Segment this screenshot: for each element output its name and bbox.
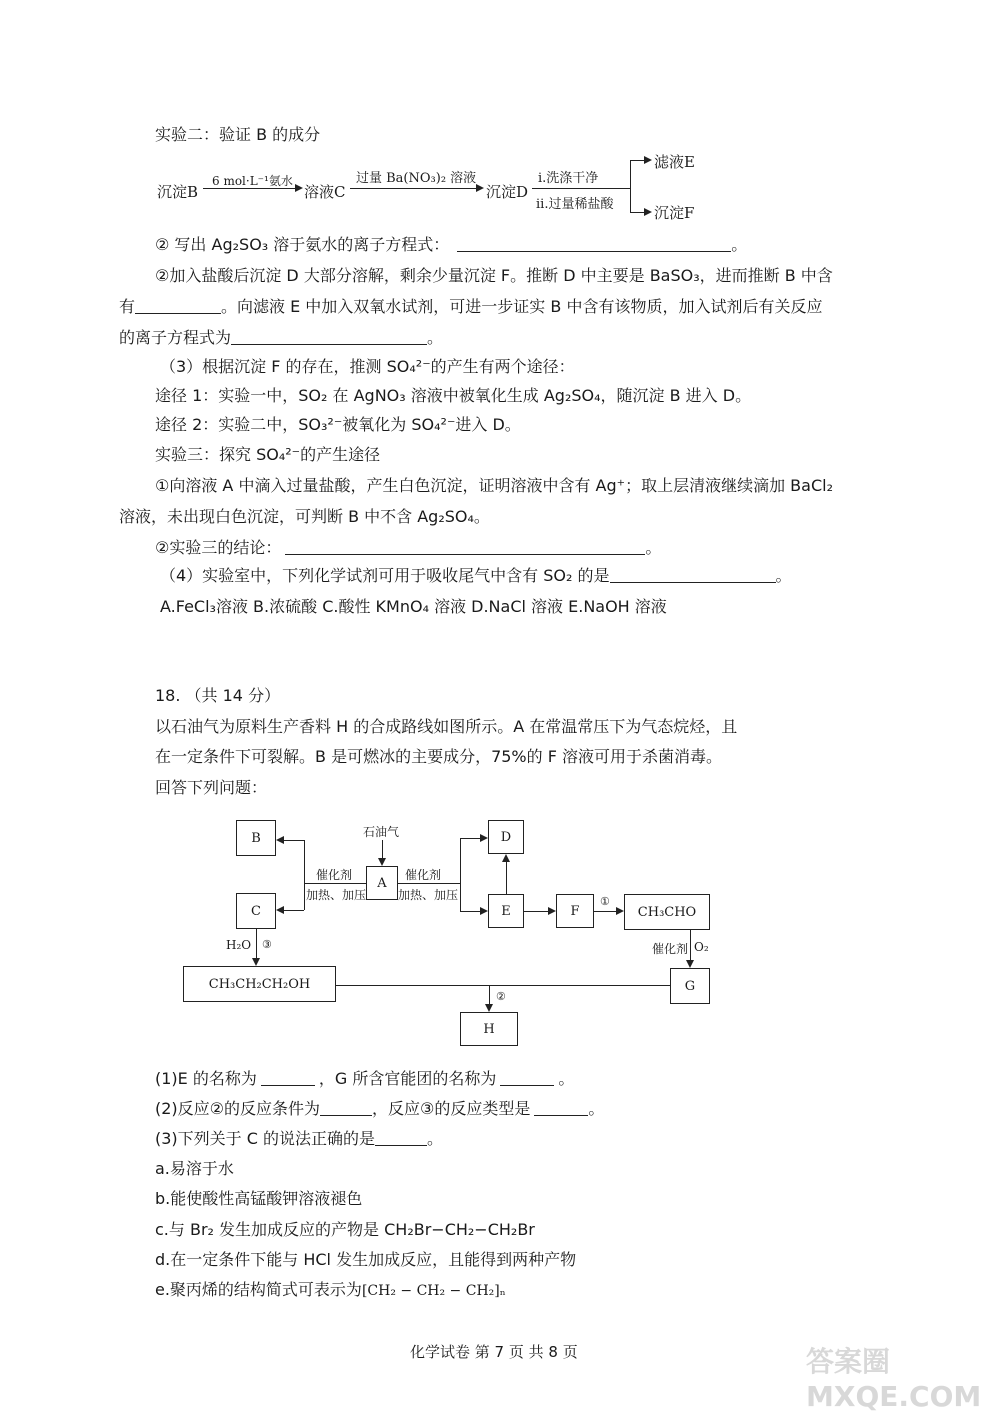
q18-option-b: b.能使酸性高锰酸钾溶液褪色 bbox=[155, 1189, 363, 1208]
page-footer: 化学试卷 第 7 页 共 8 页 bbox=[410, 1343, 578, 1361]
part3-intro: （3）根据沉淀 F 的存在，推测 SO₄²⁻的产生有两个途径： bbox=[160, 357, 575, 376]
answer-blank[interactable] bbox=[320, 1099, 372, 1116]
arrow-down bbox=[378, 858, 386, 866]
flow-out2: 沉淀F bbox=[654, 204, 695, 222]
exp3-title: 实验三：探究 SO₄²⁻的产生途径 bbox=[155, 445, 381, 464]
flow-step-i: i.洗涤干净 bbox=[538, 171, 599, 186]
part4-question: （4）实验室中，下列化学试剂可用于吸收尾气中含有 SO₂ 的是 。 bbox=[160, 566, 792, 585]
arrow-left bbox=[276, 906, 284, 914]
exp2-q1: ② 写出 Ag₂SO₃ 溶于氨水的离子方程式： 。 bbox=[155, 235, 748, 254]
answer-blank[interactable] bbox=[534, 1099, 588, 1116]
box-f: F bbox=[556, 894, 594, 928]
flow-start: 沉淀B bbox=[157, 183, 199, 201]
exp2-q2-line2: 有 。向滤液 E 中加入双氧水试剂，可进一步证实 B 中含有该物质，加入试剂后有关反应 bbox=[119, 297, 823, 316]
answer-blank[interactable] bbox=[231, 328, 427, 345]
label-catalyst: 催化剂 bbox=[405, 868, 442, 882]
box-propanol: CH₃CH₂CH₂OH bbox=[183, 966, 336, 1002]
q18-sub2: (2)反应②的反应条件为 ，反应③的反应类型是 。 bbox=[155, 1099, 605, 1118]
label-petroleum-gas: 石油气 bbox=[363, 825, 400, 839]
label-step-3: ③ bbox=[262, 938, 272, 951]
q18-intro-2: 在一定条件下可裂解。B 是可燃冰的主要成分，75%的 F 溶液可用于杀菌消毒。 bbox=[155, 747, 723, 766]
answer-blank[interactable] bbox=[261, 1069, 315, 1086]
flow-reagent2: 过量 Ba(NO₃)₂ 溶液 bbox=[356, 171, 477, 186]
box-h: H bbox=[460, 1012, 518, 1046]
answer-blank[interactable] bbox=[285, 538, 645, 555]
label-condition: 加热、加压 bbox=[398, 888, 459, 902]
arrow-right bbox=[644, 208, 652, 216]
label-condition: 加热、加压 bbox=[306, 888, 367, 902]
arrow-right bbox=[644, 156, 652, 164]
flow-mid1: 溶液C bbox=[304, 183, 346, 201]
exp2-q2-line1: ②加入盐酸后沉淀 D 大部分溶解，剩余少量沉淀 F。推断 D 中主要是 BaSO₃，进而推断 B 中含 bbox=[155, 266, 833, 285]
label-h2o: H₂O bbox=[226, 938, 252, 952]
watermark-logo: 答案圈 MXQE.COM bbox=[806, 1345, 982, 1413]
flow-mid2: 沉淀D bbox=[486, 183, 529, 201]
flow-step-ii: ii.过量稀盐酸 bbox=[536, 197, 614, 212]
q18-option-c: c.与 Br₂ 发生加成反应的产物是 CH₂Br−CH₂−CH₂Br bbox=[155, 1220, 535, 1239]
box-ch3cho: CH₃CHO bbox=[624, 894, 710, 930]
q18-sub3: (3)下列关于 C 的说法正确的是 。 bbox=[155, 1129, 444, 1148]
exp2-title: 实验二：验证 B 的成分 bbox=[155, 125, 321, 144]
arrow-down bbox=[485, 1004, 493, 1012]
q18-sub1: (1)E 的名称为 ，G 所含官能团的名称为 。 bbox=[155, 1069, 575, 1088]
label-o2: O₂ bbox=[694, 940, 709, 954]
arrow-right bbox=[480, 907, 488, 915]
part4-options: A.FeCl₃溶液 B.浓硫酸 C.酸性 KMnO₄ 溶液 D.NaCl 溶液 E.NaOH 溶液 bbox=[160, 597, 667, 616]
answer-blank[interactable] bbox=[375, 1129, 427, 1146]
exp2-q2-line3: 的离子方程式为 。 bbox=[119, 328, 444, 347]
q18-intro-3: 回答下列问题： bbox=[155, 778, 268, 797]
arrow-right bbox=[548, 907, 556, 915]
q18-option-d: d.在一定条件下能与 HCl 发生加成反应，且能得到两种产物 bbox=[155, 1250, 577, 1269]
arrow-right bbox=[480, 834, 488, 842]
box-c: C bbox=[236, 893, 276, 929]
box-b: B bbox=[236, 820, 276, 856]
arrow-left bbox=[276, 836, 284, 844]
arrow-up bbox=[502, 854, 510, 862]
part3-path2: 途径 2：实验二中，SO₃²⁻被氧化为 SO₄²⁻进入 D。 bbox=[155, 415, 521, 434]
exp3-line1: ①向溶液 A 中滴入过量盐酸，产生白色沉淀，证明溶液中含有 Ag⁺；取上层清液继续滴加 BaCl₂ bbox=[155, 476, 833, 495]
box-e: E bbox=[488, 894, 524, 928]
arrow-down bbox=[252, 958, 260, 966]
arrow-right bbox=[616, 907, 624, 915]
q18-intro-1: 以石油气为原料生产香料 H 的合成路线如图所示。A 在常温常压下为气态烷烃，且 bbox=[155, 717, 738, 736]
answer-blank[interactable] bbox=[135, 297, 221, 314]
q18-header: 18. （共 14 分） bbox=[155, 686, 281, 705]
flow-out1: 滤液E bbox=[654, 153, 695, 171]
part3-path1: 途径 1：实验一中，SO₂ 在 AgNO₃ 溶液中被氧化生成 Ag₂SO₄，随沉淀 B 进入 D。 bbox=[155, 386, 752, 405]
arrow-down bbox=[686, 960, 694, 968]
q18-option-e: e.聚丙烯的结构简式可表示为[CH₂ − CH₂ − CH₂]ₙ bbox=[155, 1280, 506, 1299]
flow-reagent1: 6 mol·L⁻¹氨水 bbox=[212, 174, 293, 188]
answer-blank[interactable] bbox=[610, 566, 776, 583]
label-catalyst: 催化剂 bbox=[316, 868, 353, 882]
arrow-right bbox=[295, 184, 303, 192]
arrow-right bbox=[476, 184, 484, 192]
answer-blank[interactable] bbox=[500, 1069, 554, 1086]
polypropylene-formula: [CH₂ − CH₂ − CH₂]ₙ bbox=[361, 1283, 506, 1299]
box-a: A bbox=[366, 866, 398, 900]
box-g: G bbox=[670, 968, 710, 1004]
exp3-conclusion: ②实验三的结论： 。 bbox=[155, 538, 662, 557]
exp3-line2: 溶液，未出现白色沉淀，可判断 B 中不含 Ag₂SO₄。 bbox=[119, 507, 490, 526]
q18-option-a: a.易溶于水 bbox=[155, 1159, 234, 1178]
box-d: D bbox=[488, 820, 524, 854]
label-step-1: ① bbox=[600, 895, 610, 908]
label-step-2: ② bbox=[496, 990, 506, 1003]
label-catalyst: 催化剂 bbox=[652, 942, 689, 956]
answer-blank[interactable] bbox=[457, 235, 731, 252]
